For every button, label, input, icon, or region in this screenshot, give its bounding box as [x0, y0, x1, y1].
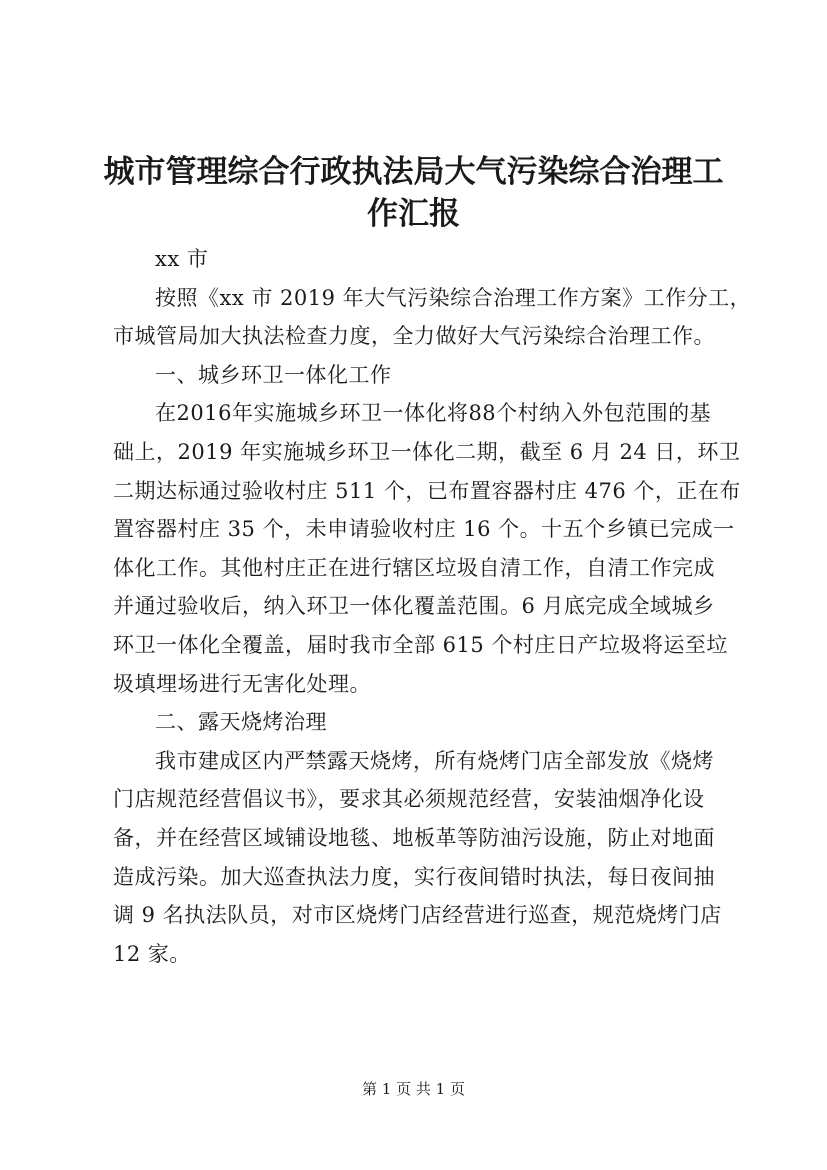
page-footer: 第 1 页 共 1 页: [362, 1080, 465, 1098]
document-title-line-1: 城市管理综合行政执法局大气污染综合治理工: [103, 154, 724, 190]
body-line: 并通过验收后，纳入环卫一体化覆盖范围。6 月底完成全域城乡: [113, 594, 715, 619]
body-line: 一、城乡环卫一体化工作: [155, 362, 392, 387]
body-line: 市城管局加大执法检查力度，全力做好大气污染综合治理工作。: [113, 324, 715, 349]
body-line: 调 9 名执法队员，对市区烧烤门店经营进行巡查，规范烧烤门店: [113, 903, 722, 928]
body-line: 置容器村庄 35 个，未申请验收村庄 16 个。十五个乡镇已完成一: [113, 517, 735, 542]
body-line: 础上，2019 年实施城乡环卫一体化二期，截至 6 月 24 日，环卫: [113, 439, 741, 464]
body-line: 圾填埋场进行无害化处理。: [113, 671, 371, 696]
body-line: 在2016年实施城乡环卫一体化将88个村纳入外包范围的基: [155, 401, 712, 426]
body-line: xx 市: [155, 247, 209, 271]
body-line: 造成污染。加大巡查执法力度，实行夜间错时执法，每日夜间抽: [113, 864, 715, 889]
body-line: 门店规范经营倡议书》，要求其必须规范经营，安装油烟净化设: [113, 787, 705, 812]
document-title-line-2: 作汇报: [367, 196, 460, 232]
document-body: [113, 240, 752, 973]
body-line: 体化工作。其他村庄正在进行辖区垃圾自清工作，自清工作完成: [113, 555, 715, 580]
body-line: 按照《xx 市 2019 年大气污染综合治理工作方案》工作分工，: [155, 285, 752, 310]
body-line: 环卫一体化全覆盖，届时我市全部 615 个村庄日产垃圾将运至垃: [113, 632, 728, 657]
body-line: 12 家。: [113, 941, 191, 966]
body-line: 备，并在经营区域铺设地毯、地板革等防油污设施，防止对地面: [113, 825, 715, 850]
body-line: 二期达标通过验收村庄 511 个，已布置容器村庄 476 个，正在布: [113, 478, 741, 503]
body-line: 二、露天烧烤治理: [155, 710, 327, 735]
body-line: 我市建成区内严禁露天烧烤，所有烧烤门店全部发放《烧烤: [155, 748, 714, 773]
